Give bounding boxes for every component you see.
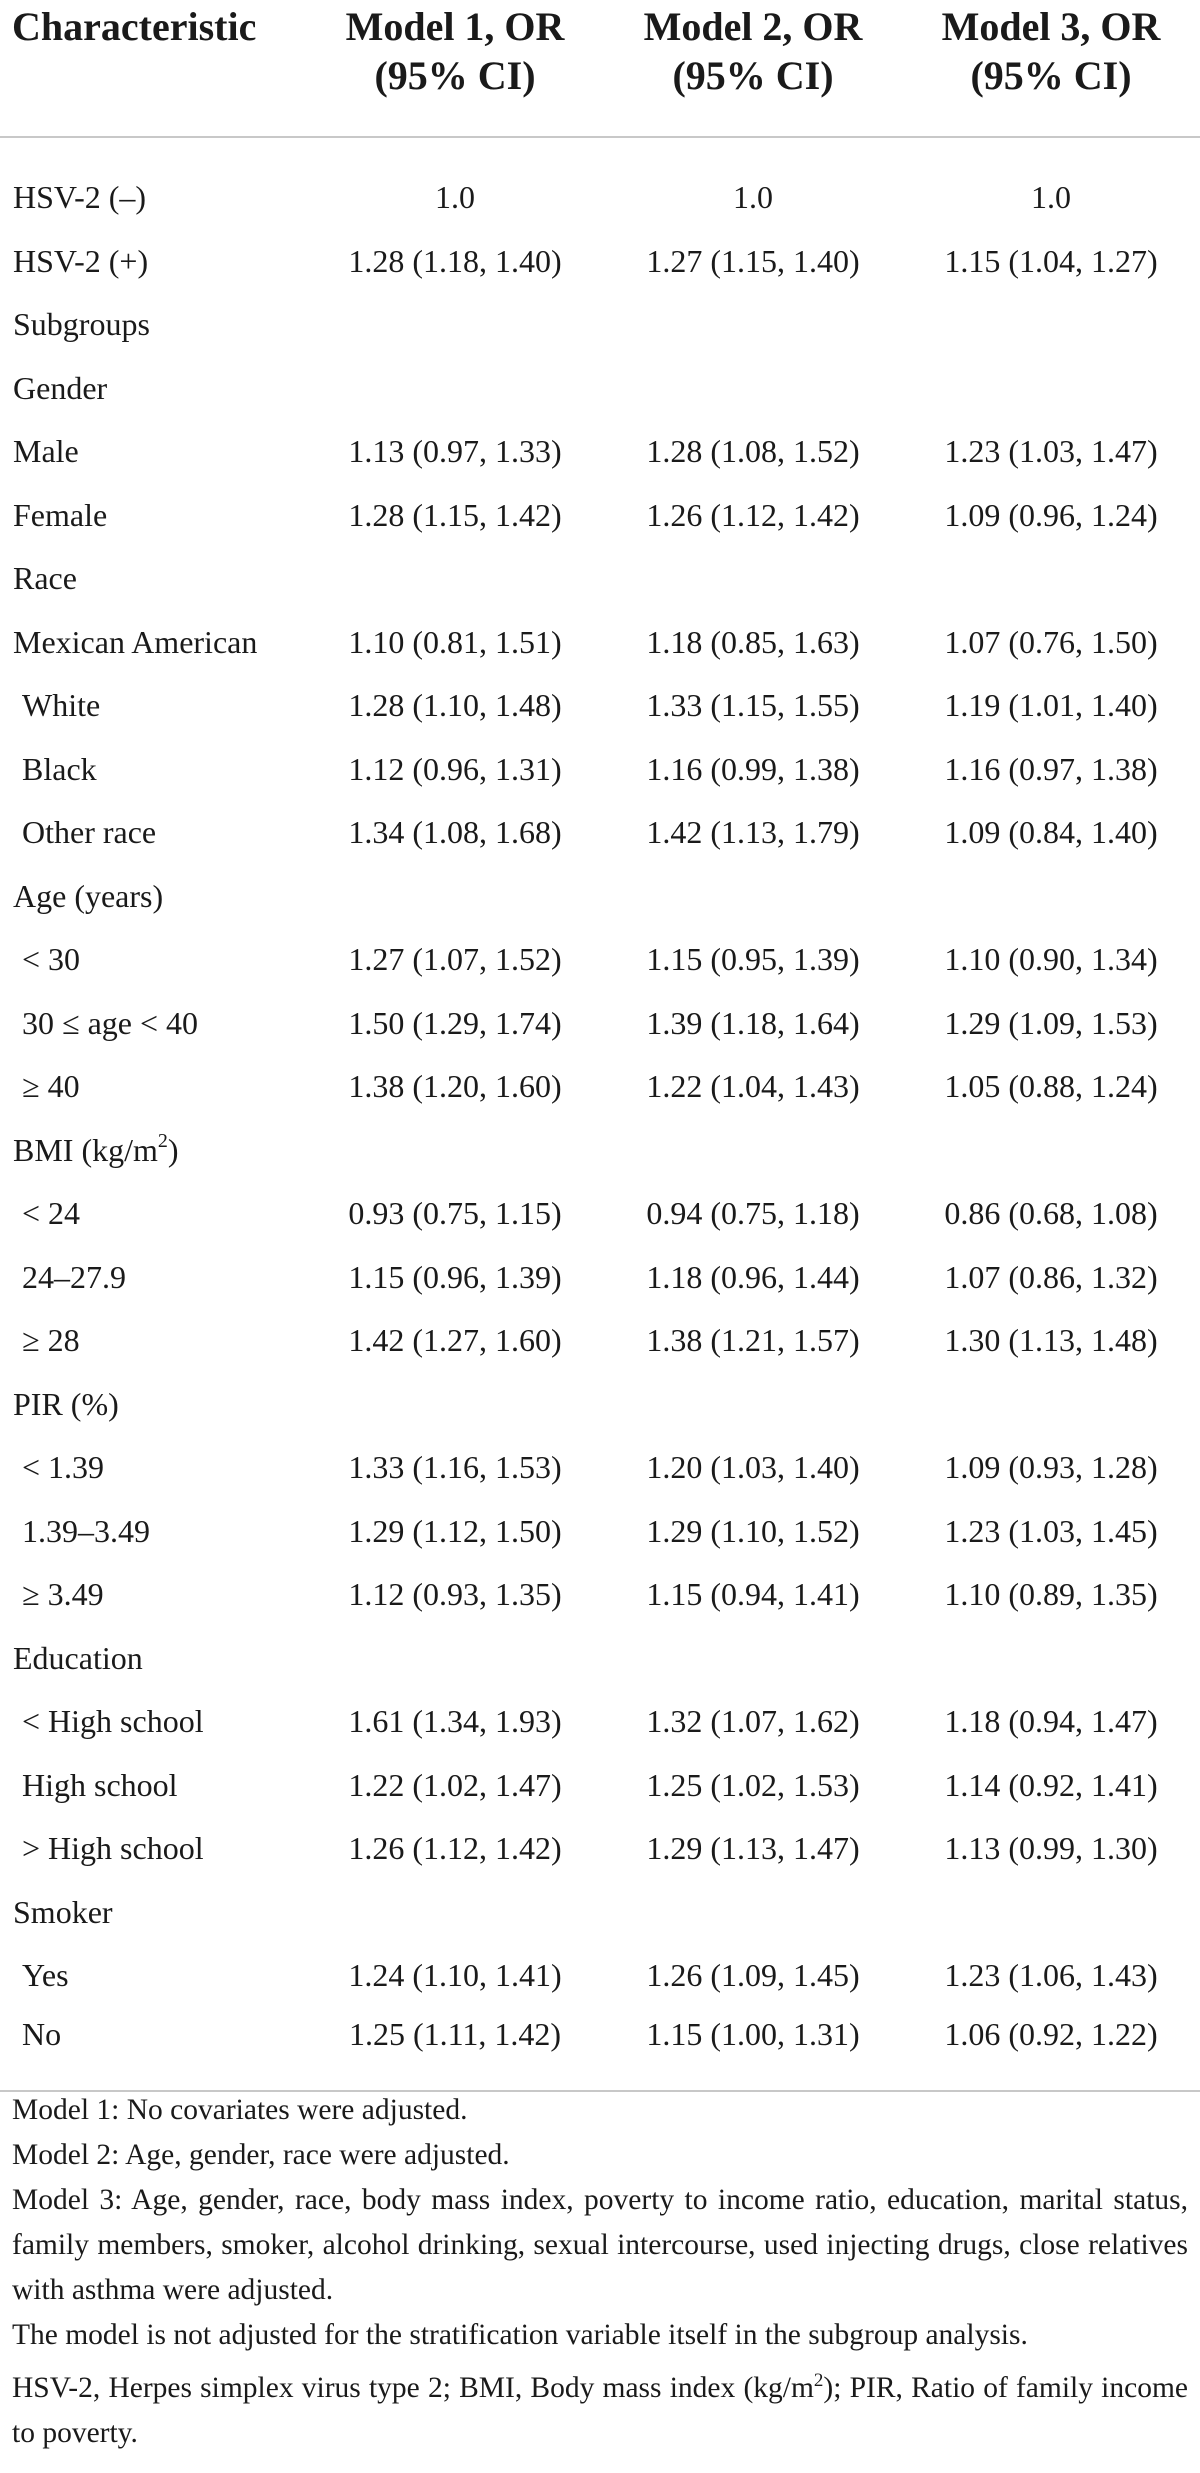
- model-1-value: 1.12 (0.96, 1.31): [348, 750, 562, 787]
- model-3-value: [902, 1627, 1200, 1691]
- model-3-value: [902, 547, 1200, 611]
- model-2-value: 1.16 (0.99, 1.38): [646, 750, 860, 787]
- table-row: [0, 865, 1200, 929]
- model-2-value: [604, 357, 902, 421]
- table-row: [0, 1881, 1200, 1945]
- model-3-value: 1.09 (0.84, 1.40): [944, 814, 1158, 851]
- model-1-value: 1.12 (0.93, 1.35): [348, 1576, 562, 1613]
- table-row: [0, 1627, 1200, 1691]
- model-1-value: [306, 865, 604, 929]
- table-row: [0, 484, 1200, 548]
- footnote-model-2: Model 2: Age, gender, race were adjusted.: [12, 2139, 510, 2171]
- model-1-value: 1.33 (1.16, 1.53): [348, 1449, 562, 1486]
- table-header: [0, 0, 1200, 137]
- table-row: [0, 1246, 1200, 1310]
- model-2-value: 1.20 (1.03, 1.40): [646, 1449, 860, 1486]
- model-2-value: 1.15 (1.00, 1.31): [646, 2015, 860, 2052]
- model-1-value: [306, 357, 604, 421]
- model-1-value: [306, 293, 604, 357]
- table-row: [0, 674, 1200, 738]
- footnote-model-1: Model 1: No covariates were adjusted.: [12, 2094, 468, 2126]
- table-row: [0, 992, 1200, 1056]
- row-label: Male: [13, 433, 79, 470]
- model-2-value: [604, 1627, 902, 1691]
- footnote-stratification: The model is not adjusted for the stratification variable itself in the subgroup analysis.: [12, 2319, 1028, 2351]
- row-label-cell: [0, 137, 306, 230]
- table-row: [0, 2008, 1200, 2091]
- model-1-value: 1.38 (1.20, 1.60): [348, 1068, 562, 1105]
- model-2-value: 1.32 (1.07, 1.62): [646, 1703, 860, 1740]
- row-label-cell: [0, 2008, 306, 2091]
- row-label-cell: [0, 293, 306, 357]
- table-row: [0, 357, 1200, 421]
- header-model-2: [604, 0, 902, 137]
- model-2-value: 1.29 (1.13, 1.47): [646, 1830, 860, 1867]
- header-model-2-line2: (95% CI): [672, 53, 834, 98]
- header-row: [0, 0, 1200, 137]
- model-1-value: 1.13 (0.97, 1.33): [348, 433, 562, 470]
- model-1-value: [306, 1373, 604, 1437]
- row-label: Age (years): [13, 877, 164, 914]
- row-label-cell: [0, 1944, 306, 2008]
- model-1-value: [306, 1627, 604, 1691]
- model-2-value: 1.0: [733, 179, 773, 216]
- model-1-value: 1.0: [435, 179, 475, 216]
- model-2-value: [604, 1373, 902, 1437]
- model-3-value: [902, 1881, 1200, 1945]
- model-3-value: 1.15 (1.04, 1.27): [944, 242, 1158, 279]
- table-row: [0, 738, 1200, 802]
- row-label: Subgroups: [13, 306, 150, 343]
- row-label-cell: [0, 738, 306, 802]
- model-2-value: 1.18 (0.85, 1.63): [646, 623, 860, 660]
- model-3-value: 1.05 (0.88, 1.24): [944, 1068, 1158, 1105]
- table-row: [0, 1055, 1200, 1119]
- model-1-value: 1.61 (1.34, 1.93): [348, 1703, 562, 1740]
- model-2-value: 1.33 (1.15, 1.55): [646, 687, 860, 724]
- row-label-cell: [0, 1055, 306, 1119]
- model-2-value: 1.42 (1.13, 1.79): [646, 814, 860, 851]
- row-label-cell: [0, 1690, 306, 1754]
- model-3-value: 1.06 (0.92, 1.22): [944, 2015, 1158, 2052]
- model-3-value: [902, 1373, 1200, 1437]
- model-2-value: 1.26 (1.12, 1.42): [646, 496, 860, 533]
- row-label-cell: [0, 1881, 306, 1945]
- model-2-value: [604, 1119, 902, 1183]
- header-characteristic-text: Characteristic: [12, 4, 257, 49]
- table-row: [0, 1944, 1200, 2008]
- row-label: ≥ 28: [22, 1322, 80, 1359]
- model-1-value: 1.28 (1.18, 1.40): [348, 242, 562, 279]
- model-3-value: 1.23 (1.03, 1.47): [944, 433, 1158, 470]
- model-1-value: 1.27 (1.07, 1.52): [348, 941, 562, 978]
- row-label-superscript: 2: [157, 1130, 168, 1153]
- row-label: Mexican American: [13, 623, 258, 660]
- model-3-value: 1.10 (0.89, 1.35): [944, 1576, 1158, 1613]
- header-model-1-line2: (95% CI): [374, 53, 536, 98]
- model-1-value: 1.24 (1.10, 1.41): [348, 1957, 562, 1994]
- model-3-value: [902, 293, 1200, 357]
- model-1-value: 1.34 (1.08, 1.68): [348, 814, 562, 851]
- row-label-cell: [0, 1563, 306, 1627]
- table-row: [0, 1817, 1200, 1881]
- row-label-cell: [0, 1500, 306, 1564]
- model-2-value: 1.39 (1.18, 1.64): [646, 1004, 860, 1041]
- row-label-cell: [0, 1436, 306, 1500]
- model-1-value: 0.93 (0.75, 1.15): [348, 1195, 562, 1232]
- model-1-value: 1.28 (1.10, 1.48): [348, 687, 562, 724]
- model-3-value: 1.07 (0.76, 1.50): [944, 623, 1158, 660]
- footnote-abbrev-superscript: 2: [813, 2370, 824, 2391]
- table-row: [0, 293, 1200, 357]
- row-label-cell: [0, 1817, 306, 1881]
- model-3-value: [902, 357, 1200, 421]
- table-row: [0, 611, 1200, 675]
- row-label: ≥ 40: [22, 1068, 80, 1105]
- model-2-value: 1.22 (1.04, 1.43): [646, 1068, 860, 1105]
- table-row: [0, 420, 1200, 484]
- model-3-value: [902, 1119, 1200, 1183]
- header-model-1: [306, 0, 604, 137]
- row-label-cell: [0, 801, 306, 865]
- model-3-value: 1.16 (0.97, 1.38): [944, 750, 1158, 787]
- row-label: HSV-2 (+): [13, 242, 149, 279]
- table-row: [0, 1563, 1200, 1627]
- model-2-value: [604, 1881, 902, 1945]
- model-1-value: [306, 1119, 604, 1183]
- model-1-value: 1.42 (1.27, 1.60): [348, 1322, 562, 1359]
- table-row: [0, 1436, 1200, 1500]
- model-1-value: 1.10 (0.81, 1.51): [348, 623, 562, 660]
- row-label: < 30: [22, 941, 81, 978]
- model-3-value: 1.23 (1.03, 1.45): [944, 1512, 1158, 1549]
- row-label: Other race: [22, 814, 157, 851]
- row-label-cell: [0, 1754, 306, 1818]
- row-label-cell: [0, 992, 306, 1056]
- row-label-tail: ): [167, 1131, 179, 1168]
- model-2-value: [604, 865, 902, 929]
- table-row: [0, 137, 1200, 230]
- row-label-cell: [0, 1246, 306, 1310]
- model-1-value: 1.25 (1.11, 1.42): [348, 2015, 562, 2052]
- row-label: 30 ≤ age < 40: [22, 1004, 199, 1041]
- row-label-cell: [0, 674, 306, 738]
- model-1-value: 1.26 (1.12, 1.42): [348, 1830, 562, 1867]
- model-1-value: [306, 547, 604, 611]
- header-model-3-line2: (95% CI): [970, 53, 1132, 98]
- table-row: [0, 1500, 1200, 1564]
- row-label: High school: [22, 1766, 178, 1803]
- header-model-2-line1: Model 2, OR: [643, 4, 863, 49]
- row-label: ≥ 3.49: [22, 1576, 104, 1613]
- row-label-cell: [0, 420, 306, 484]
- row-label-cell: [0, 1182, 306, 1246]
- footnote-abbreviations: [12, 2358, 1188, 2456]
- model-3-value: 1.14 (0.92, 1.41): [944, 1766, 1158, 1803]
- row-label: Female: [13, 496, 108, 533]
- table-row: [0, 1373, 1200, 1437]
- row-label: Smoker: [13, 1893, 113, 1930]
- row-label: BMI (kg/m: [13, 1131, 158, 1168]
- footnote-abbrev-text: HSV-2, Herpes simplex virus type 2; BMI, Body mass index (kg/m: [12, 2371, 814, 2404]
- model-2-value: 1.28 (1.08, 1.52): [646, 433, 860, 470]
- row-label: Race: [13, 560, 77, 597]
- header-model-3-line1: Model 3, OR: [941, 4, 1161, 49]
- header-characteristic: [0, 0, 306, 137]
- model-3-value: 1.23 (1.06, 1.43): [944, 1957, 1158, 1994]
- row-label-cell: [0, 484, 306, 548]
- model-3-value: [902, 865, 1200, 929]
- row-label: 24–27.9: [22, 1258, 126, 1295]
- header-model-1-line1: Model 1, OR: [345, 4, 565, 49]
- model-3-value: 1.10 (0.90, 1.34): [944, 941, 1158, 978]
- row-label: PIR (%): [13, 1385, 119, 1422]
- model-2-value: 1.15 (0.94, 1.41): [646, 1576, 860, 1613]
- row-label-cell: [0, 1309, 306, 1373]
- model-3-value: 1.18 (0.94, 1.47): [944, 1703, 1158, 1740]
- table-row: [0, 928, 1200, 992]
- model-1-value: [306, 1881, 604, 1945]
- model-3-value: 1.0: [1031, 179, 1071, 216]
- row-label: > High school: [22, 1830, 204, 1867]
- model-2-value: 1.15 (0.95, 1.39): [646, 941, 860, 978]
- row-label: Gender: [13, 369, 108, 406]
- model-2-value: 1.25 (1.02, 1.53): [646, 1766, 860, 1803]
- model-2-value: 1.29 (1.10, 1.52): [646, 1512, 860, 1549]
- model-1-value: 1.15 (0.96, 1.39): [348, 1258, 562, 1295]
- row-label: Black: [22, 750, 97, 787]
- model-2-value: 1.38 (1.21, 1.57): [646, 1322, 860, 1359]
- row-label: < 24: [22, 1195, 81, 1232]
- model-1-value: 1.28 (1.15, 1.42): [348, 496, 562, 533]
- row-label: White: [22, 687, 101, 724]
- model-3-value: 0.86 (0.68, 1.08): [944, 1195, 1158, 1232]
- row-label-cell: [0, 865, 306, 929]
- row-label: 1.39–3.49: [22, 1512, 150, 1549]
- row-label-cell: [0, 1373, 306, 1437]
- table-row: [0, 1119, 1200, 1183]
- table-body: [0, 137, 1200, 2091]
- model-3-value: 1.09 (0.96, 1.24): [944, 496, 1158, 533]
- row-label: < High school: [22, 1703, 204, 1740]
- row-label-cell: [0, 230, 306, 294]
- header-model-3: [902, 0, 1200, 137]
- row-label: HSV-2 (–): [13, 179, 147, 216]
- model-3-value: 1.13 (0.99, 1.30): [944, 1830, 1158, 1867]
- model-1-value: 1.29 (1.12, 1.50): [348, 1512, 562, 1549]
- model-3-value: 1.09 (0.93, 1.28): [944, 1449, 1158, 1486]
- table-row: [0, 801, 1200, 865]
- model-3-value: 1.30 (1.13, 1.48): [944, 1322, 1158, 1359]
- row-label-cell: [0, 928, 306, 992]
- row-label: No: [22, 2015, 62, 2052]
- row-label-cell: [0, 1119, 306, 1183]
- row-label-cell: [0, 1627, 306, 1691]
- table-row: [0, 1182, 1200, 1246]
- footnote-abbrev-text-tail: ); PIR, Ratio of family income to poverty.: [12, 2371, 1189, 2449]
- model-2-value: 0.94 (0.75, 1.18): [646, 1195, 860, 1232]
- model-2-value: 1.26 (1.09, 1.45): [646, 1957, 860, 1994]
- table-row: [0, 1690, 1200, 1754]
- model-3-value: 1.07 (0.86, 1.32): [944, 1258, 1158, 1295]
- model-3-value: 1.29 (1.09, 1.53): [944, 1004, 1158, 1041]
- row-label-cell: [0, 357, 306, 421]
- model-2-value: [604, 547, 902, 611]
- table-row: [0, 547, 1200, 611]
- row-label-cell: [0, 611, 306, 675]
- table-row: [0, 230, 1200, 294]
- model-1-value: 1.22 (1.02, 1.47): [348, 1766, 562, 1803]
- model-2-value: [604, 293, 902, 357]
- table-footnotes: [12, 2088, 1188, 2456]
- table-row: [0, 1309, 1200, 1373]
- table-row: [0, 1754, 1200, 1818]
- row-label: Education: [13, 1639, 143, 1676]
- row-label: < 1.39: [22, 1449, 105, 1486]
- model-3-value: 1.19 (1.01, 1.40): [944, 687, 1158, 724]
- footnote-model-3: Model 3: Age, gender, race, body mass index, poverty to income ratio, education, marital status, family members, smoker, alcohol drinking, sexual intercourse, used injecting drugs, close relatives with asthma were adjusted.: [12, 2184, 1188, 2306]
- model-2-value: 1.27 (1.15, 1.40): [646, 242, 860, 279]
- row-label-cell: [0, 547, 306, 611]
- model-1-value: 1.50 (1.29, 1.74): [348, 1004, 562, 1041]
- row-label: Yes: [22, 1957, 69, 1994]
- model-2-value: 1.18 (0.96, 1.44): [646, 1258, 860, 1295]
